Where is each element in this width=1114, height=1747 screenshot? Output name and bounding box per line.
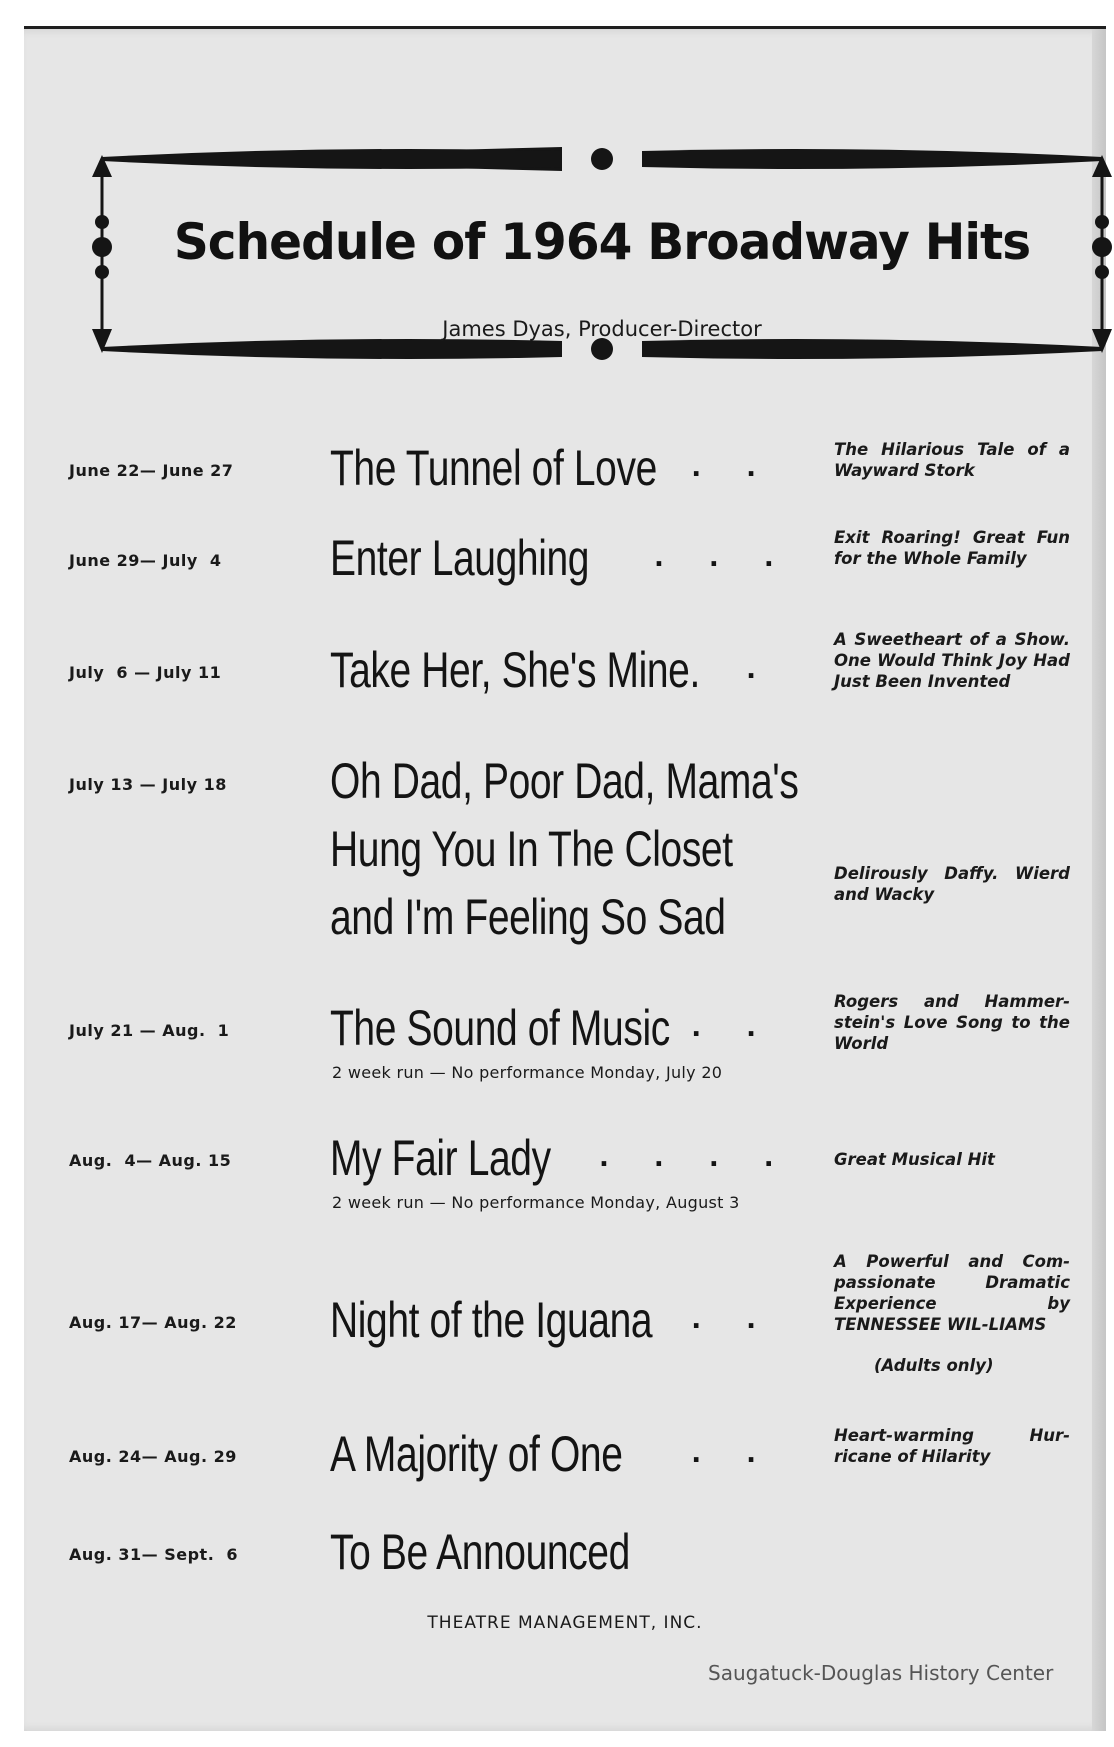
show-title-line: and I'm Feeling So Sad — [330, 889, 726, 945]
page-subtitle: James Dyas, Producer-Director — [442, 317, 762, 341]
leader-dots: . — [746, 655, 774, 685]
show-tagline: A Powerful and Com-passionate Dramatic Experience by TENNESSEE WIL-LIAMS — [834, 1252, 1070, 1334]
show-title-line: Oh Dad, Poor Dad, Mama's — [330, 753, 799, 809]
show-title: The Tunnel of Love — [330, 440, 657, 496]
leader-dots: . . . . — [599, 1143, 792, 1173]
show-dates: July 13 — July 18 — [69, 775, 227, 794]
footer-credit: THEATRE MANAGEMENT, INC. — [427, 1613, 703, 1633]
show-title-line: Hung You In The Closet — [330, 821, 733, 877]
show-dates: Aug. 17— Aug. 22 — [69, 1313, 237, 1332]
show-dates: Aug. 4— Aug. 15 — [69, 1151, 232, 1170]
leader-dots: . . — [691, 453, 774, 483]
show-tagline: Delirously Daffy. Wierd and Wacky — [834, 864, 1070, 904]
show-tagline: The Hilarious Tale of a Wayward Stork — [834, 440, 1070, 480]
leader-dots: . . . — [654, 543, 792, 573]
show-dates: June 29— July 4 — [69, 551, 222, 570]
show-title: Take Her, She's Mine. — [330, 642, 700, 698]
show-dates: July 6 — July 11 — [69, 663, 222, 682]
show-dates: Aug. 31— Sept. 6 — [69, 1545, 239, 1564]
adults-only-note: (Adults only) — [874, 1356, 994, 1375]
show-title: The Sound of Music — [330, 1000, 670, 1056]
show-tagline: Exit Roaring! Great Fun for the Whole Family — [834, 528, 1070, 568]
show-title: My Fair Lady — [330, 1130, 551, 1186]
leader-dots: . . — [691, 1013, 774, 1043]
show-title: Night of the Iguana — [330, 1292, 653, 1348]
show-tagline: A Sweetheart of a Show. One Would Think Joy Had Just Been Invented — [834, 630, 1070, 691]
leader-dots: . . — [691, 1305, 774, 1335]
archive-watermark: Saugatuck-Douglas History Center — [708, 1661, 1054, 1685]
show-run-note: 2 week run — No performance Monday, July 20 — [332, 1063, 723, 1082]
show-dates: July 21 — Aug. 1 — [69, 1021, 230, 1040]
show-tagline: Rogers and Hammer-stein's Love Song to the World — [834, 992, 1070, 1053]
show-title: To Be Announced — [330, 1524, 630, 1580]
program-page — [24, 26, 1106, 1731]
title-frame — [92, 137, 1112, 395]
show-dates: June 22— June 27 — [69, 461, 234, 480]
show-dates: Aug. 24— Aug. 29 — [69, 1447, 237, 1466]
page-title: Schedule of 1964 Broadway Hits — [173, 213, 1031, 271]
show-run-note: 2 week run — No performance Monday, August 3 — [332, 1193, 740, 1212]
show-tagline: Heart-warming Hur-ricane of Hilarity — [834, 1426, 1070, 1466]
show-title: Enter Laughing — [330, 530, 590, 586]
show-title: A Majority of One — [330, 1426, 623, 1482]
show-tagline: Great Musical Hit — [834, 1150, 995, 1169]
leader-dots: . . — [691, 1439, 774, 1469]
